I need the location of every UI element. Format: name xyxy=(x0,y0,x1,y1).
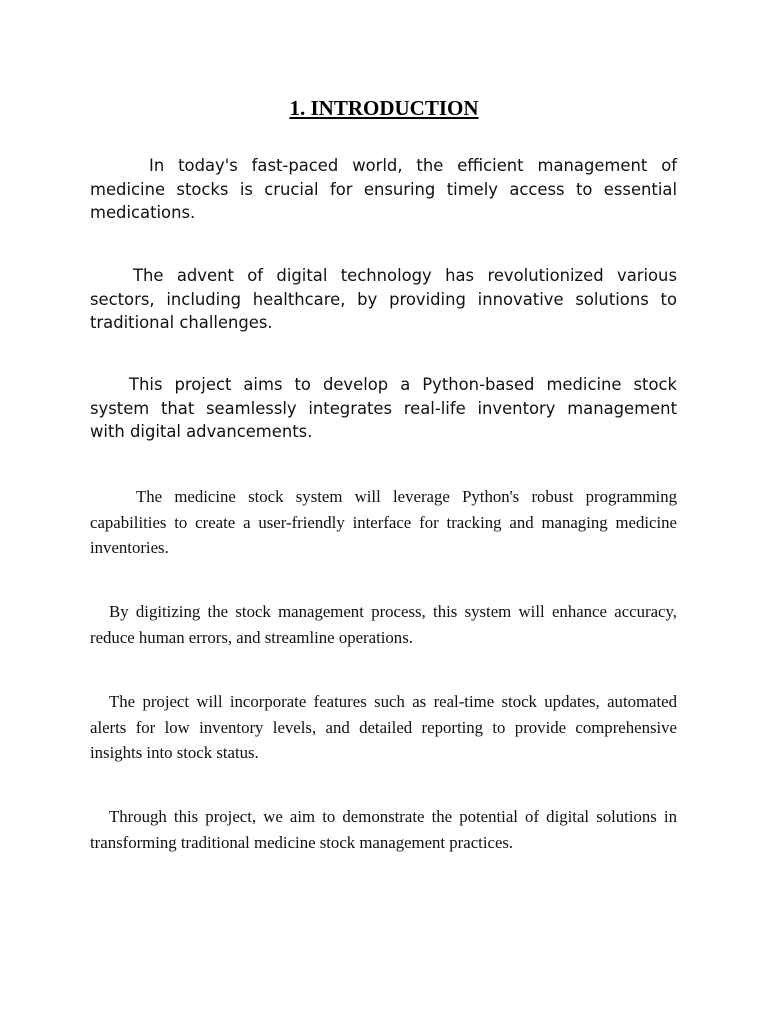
paragraph-project-aim: This project aims to develop a Python-based medicine stock system that seamlessly integrates real-life inventory management with digital advancements. xyxy=(90,375,677,441)
paragraph-features: The project will incorporate features such as real-time stock updates, automated alerts for low inventory levels, and detailed reporting to provide comprehensive insights into stock status. xyxy=(90,692,677,762)
paragraph-digitizing-benefits: By digitizing the stock management process, this system will enhance accuracy, reduce human errors, and streamline operations. xyxy=(90,602,677,647)
section-title: 1. INTRODUCTION xyxy=(289,96,479,120)
paragraph-system-capabilities: The medicine stock system will leverage Python's robust programming capabilities to create a user-friendly interface for tracking and managing medicine inventories. xyxy=(90,487,677,557)
paragraph-digital-technology: The advent of digital technology has revolutionized various sectors, including healthcare, by providing innovative solutions to traditional challenges. xyxy=(90,266,677,332)
paragraph-conclusion: Through this project, we aim to demonstrate the potential of digital solutions in transforming traditional medicine stock management practices. xyxy=(90,807,677,852)
paragraph-intro-context: In today's fast-paced world, the efficient management of medicine stocks is crucial for ensuring timely access to essential medications. xyxy=(90,156,677,222)
